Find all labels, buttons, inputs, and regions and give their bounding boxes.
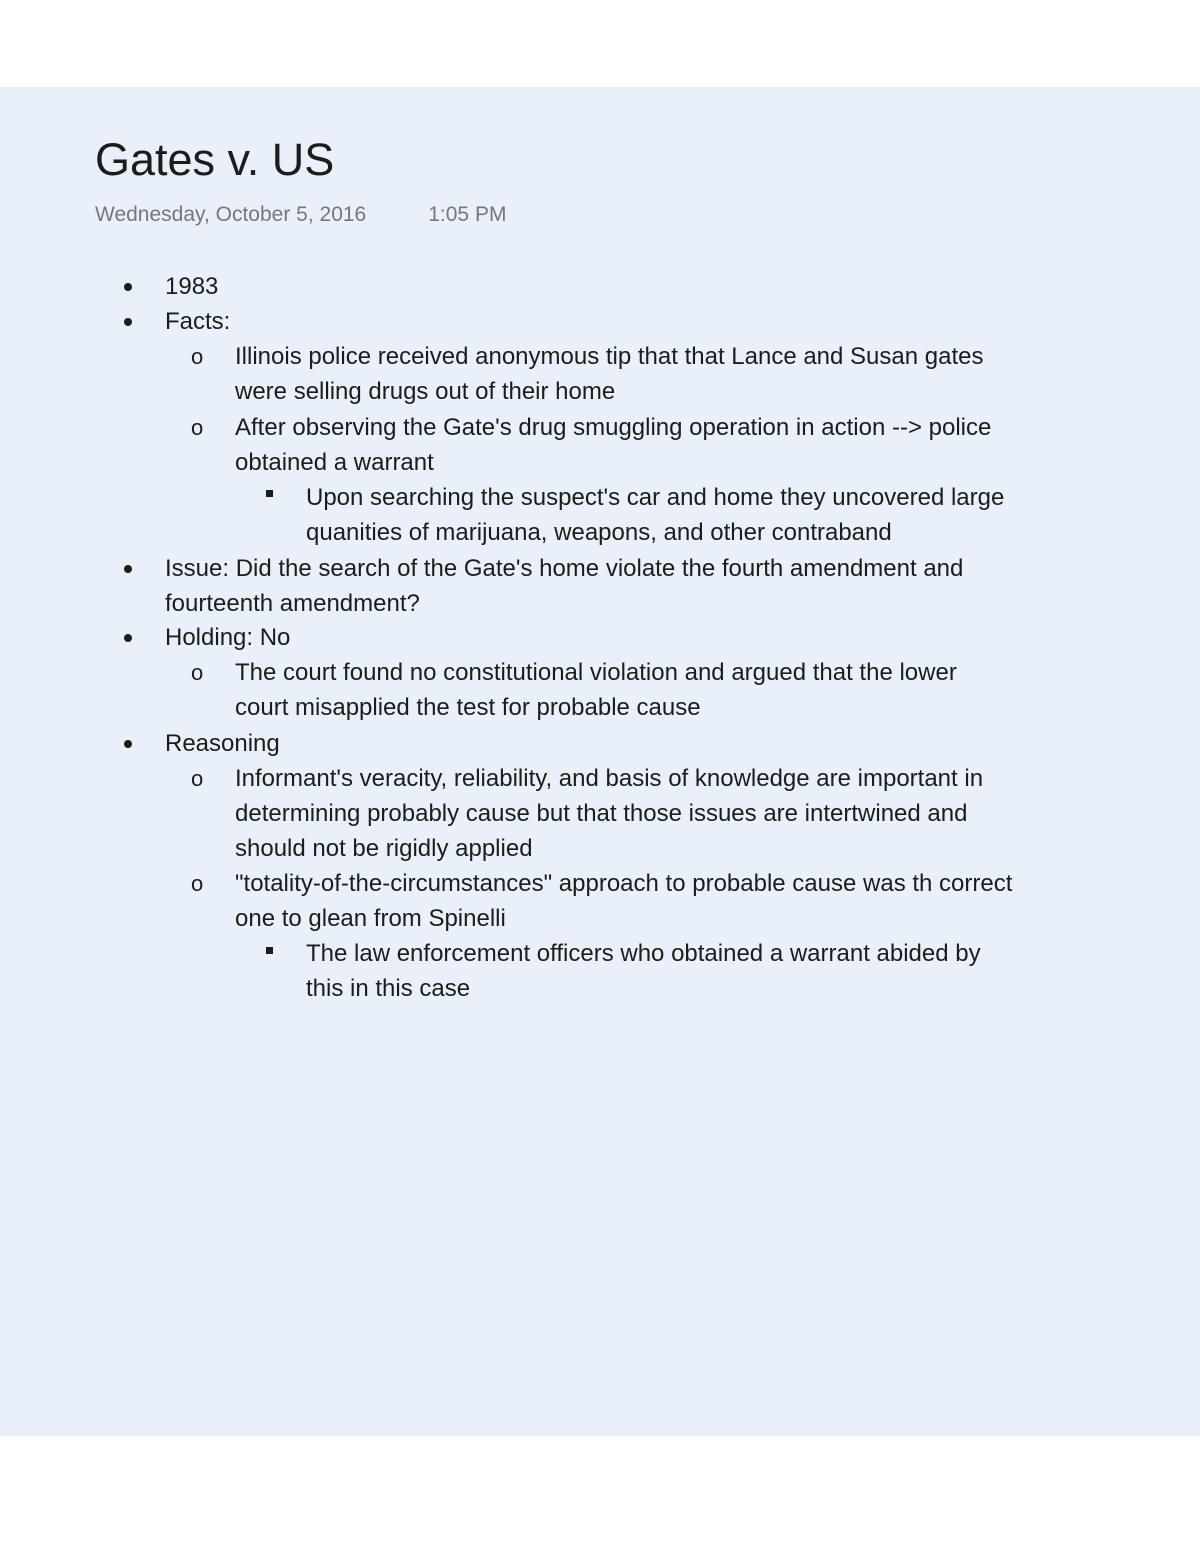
reasoning-subitem-line-2: this in this case: [306, 975, 471, 1002]
facts-subitem-line-2: quanities of marijuana, weapons, and other contraband: [306, 519, 892, 546]
facts-label: Facts:: [165, 308, 231, 335]
facts-item-2-line-1: After observing the Gate's drug smuggling operation in action --> police: [235, 414, 992, 441]
facts-subitem-line-1: Upon searching the suspect's car and home they uncovered large: [306, 484, 1005, 511]
reasoning-subitem-line-1: The law enforcement officers who obtained a warrant abided by: [306, 940, 981, 967]
issue-line-2: fourteenth amendment?: [165, 590, 420, 617]
reasoning-item-1-line-3: should not be rigidly applied: [235, 835, 533, 862]
reasoning-item-2-line-2: one to glean from Spinelli: [235, 905, 506, 932]
reasoning-item-2-line-1: "totality-of-the-circumstances" approach to probable cause was th correct: [235, 870, 1013, 897]
reasoning-label: Reasoning: [165, 730, 280, 757]
facts-item-1-line-1: Illinois police received anonymous tip that that Lance and Susan gates: [235, 343, 984, 370]
square-bullet-icon: [266, 490, 273, 497]
note-year: 1983: [165, 273, 219, 300]
circle-bullet-icon: o: [191, 871, 204, 896]
bullet-dot-icon: [124, 318, 132, 326]
bullet-dot-icon: [124, 283, 132, 291]
square-bullet-icon: [266, 947, 273, 954]
reasoning-item-1-line-1: Informant's veracity, reliability, and basis of knowledge are important in: [235, 765, 984, 792]
issue-line-1: Issue: Did the search of the Gate's home violate the fourth amendment and: [165, 555, 964, 582]
page-title[interactable]: Gates v. US: [95, 134, 335, 185]
circle-bullet-icon: o: [191, 766, 204, 791]
holding-label: Holding: No: [165, 624, 291, 651]
facts-item-2-line-2: obtained a warrant: [235, 449, 434, 476]
circle-bullet-icon: o: [191, 415, 204, 440]
page-timestamp: [95, 201, 506, 229]
page-date: Wednesday, October 5, 2016: [95, 203, 367, 226]
bullet-dot-icon: [124, 740, 132, 748]
bullet-dot-icon: [124, 565, 132, 573]
circle-bullet-icon: o: [191, 344, 204, 369]
circle-bullet-icon: o: [191, 660, 204, 685]
facts-item-1-line-2: were selling drugs out of their home: [235, 378, 616, 405]
holding-item-line-1: The court found no constitutional violation and argued that the lower: [235, 659, 957, 686]
holding-item-line-2: court misapplied the test for probable cause: [235, 694, 701, 721]
page-time: 1:05 PM: [428, 203, 507, 226]
reasoning-item-1-line-2: determining probably cause but that those issues are intertwined and: [235, 800, 968, 827]
bullet-dot-icon: [124, 634, 132, 642]
